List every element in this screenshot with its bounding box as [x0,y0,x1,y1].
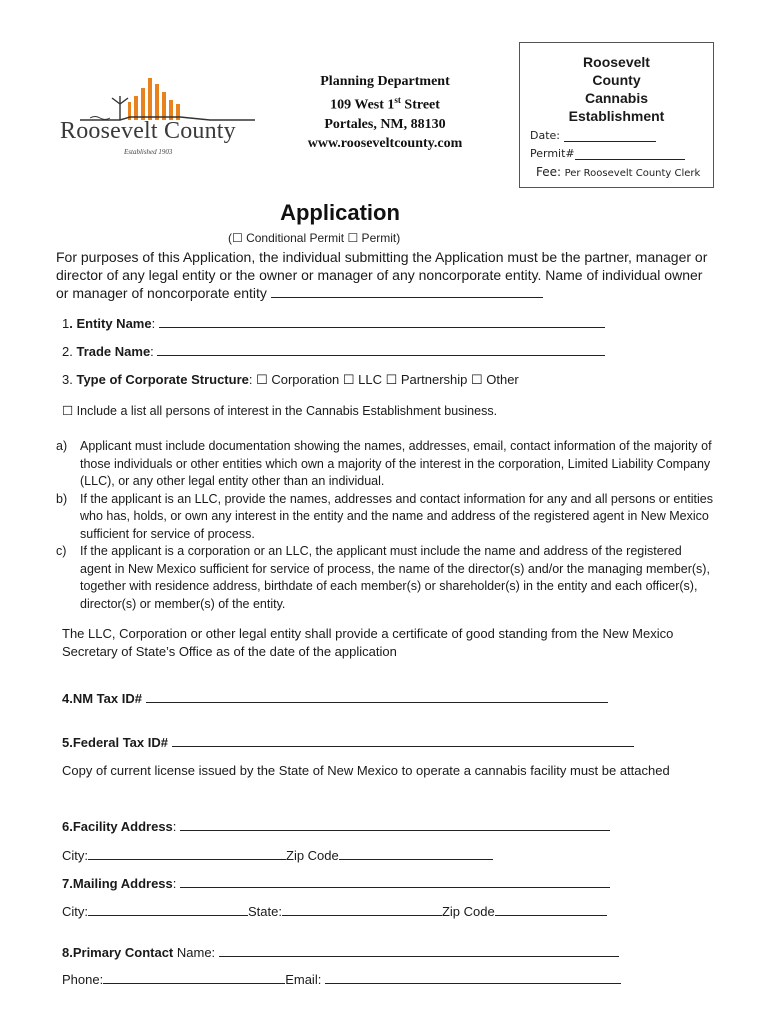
office-fee: Fee: Per Roosevelt County Clerk [536,165,701,179]
office-permit-field[interactable]: Permit# [530,147,685,160]
entity-name-row[interactable]: 1. Entity Name: [62,315,605,331]
office-use-box [519,42,714,188]
good-standing-note: The LLC, Corporation or other legal entity shall provide a certificate of good standing from the New Mexico Secretary of State’s Office as of the date of the application [62,626,674,659]
dept-line2: 109 West 1st Street [330,95,440,113]
dept-line3: Portales, NM, 88130 [324,116,446,132]
facility-city-zip-row[interactable]: City: Zip Code [62,847,493,863]
list-item: b) If the applicant is an LLC, provide the names, addresses and contact information for any and all persons or entities who has, holds, or own any interest in the entity and the name and address of the registered agent in New Mexico sufficient for service of process. [56,491,714,541]
license-note: Copy of current license issued by the State of New Mexico to operate a cannabis facility must be attached [62,763,670,778]
logo-established: Established 1903 [124,148,173,156]
owner-name-field[interactable] [271,285,543,298]
federal-tax-id-row[interactable]: 5.Federal Tax ID# [62,734,634,750]
mailing-address-row[interactable]: 7.Mailing Address: [62,875,610,891]
contact-phone-email-row[interactable]: Phone: Email: [62,971,621,987]
office-date-field[interactable]: Date: [530,129,656,142]
dept-line1: Planning Department [320,74,450,89]
mailing-city-state-zip-row[interactable]: City: State: Zip Code [62,903,607,919]
corporate-structure-row[interactable]: 3. Type of Corporate Structure: ☐ Corporation ☐ LLC ☐ Partnership ☐ Other [62,372,519,387]
facility-address-row[interactable]: 6.Facility Address: [62,818,610,834]
intro-paragraph: For purposes of this Application, the individual submitting the Application must be the partner, manager or director of any legal entity or the owner or manager of any noncorporate entity. Name of individual owner or manager of noncorporate entity [56,249,708,301]
county-logo [60,70,260,160]
dept-link[interactable]: www.rooseveltcounty.com [307,135,463,151]
logo-name: Roosevelt County [60,118,236,144]
nm-tax-id-row[interactable]: 4.NM Tax ID# [62,690,608,706]
page-title: Application [280,200,400,225]
trade-name-row[interactable]: 2. Trade Name: [62,343,605,359]
requirements-list [56,438,716,613]
list-item: a) Applicant must include documentation showing the names, addresses, email, contact information of the majority of those individuals or other entities which own a majority of the interest in the corporation, Limited Liability Company (LLC), or any other legal entity other than an individual. [56,439,712,488]
include-list-checkbox[interactable]: ☐ Include a list all persons of interest in the Cannabis Establishment business. [62,404,498,418]
primary-contact-row[interactable]: 8.Primary Contact Name: [62,944,619,960]
permit-type-checkboxes[interactable]: (☐ Conditional Permit ☐ Permit) [228,231,401,245]
office-box-title: Roosevelt County Cannabis Establishment [568,54,665,124]
department-address [295,72,475,153]
list-item: c) If the applicant is a corporation or an LLC, the applicant must include the name and address of the registered agent in New Mexico sufficient for service of process, the name of the director(s) and/or the managing member(s), together with residence address, birthdate of each member(s) or shareholder(s) in the entity and each officer(s), director(s) or member(s) of the entity. [56,544,710,611]
